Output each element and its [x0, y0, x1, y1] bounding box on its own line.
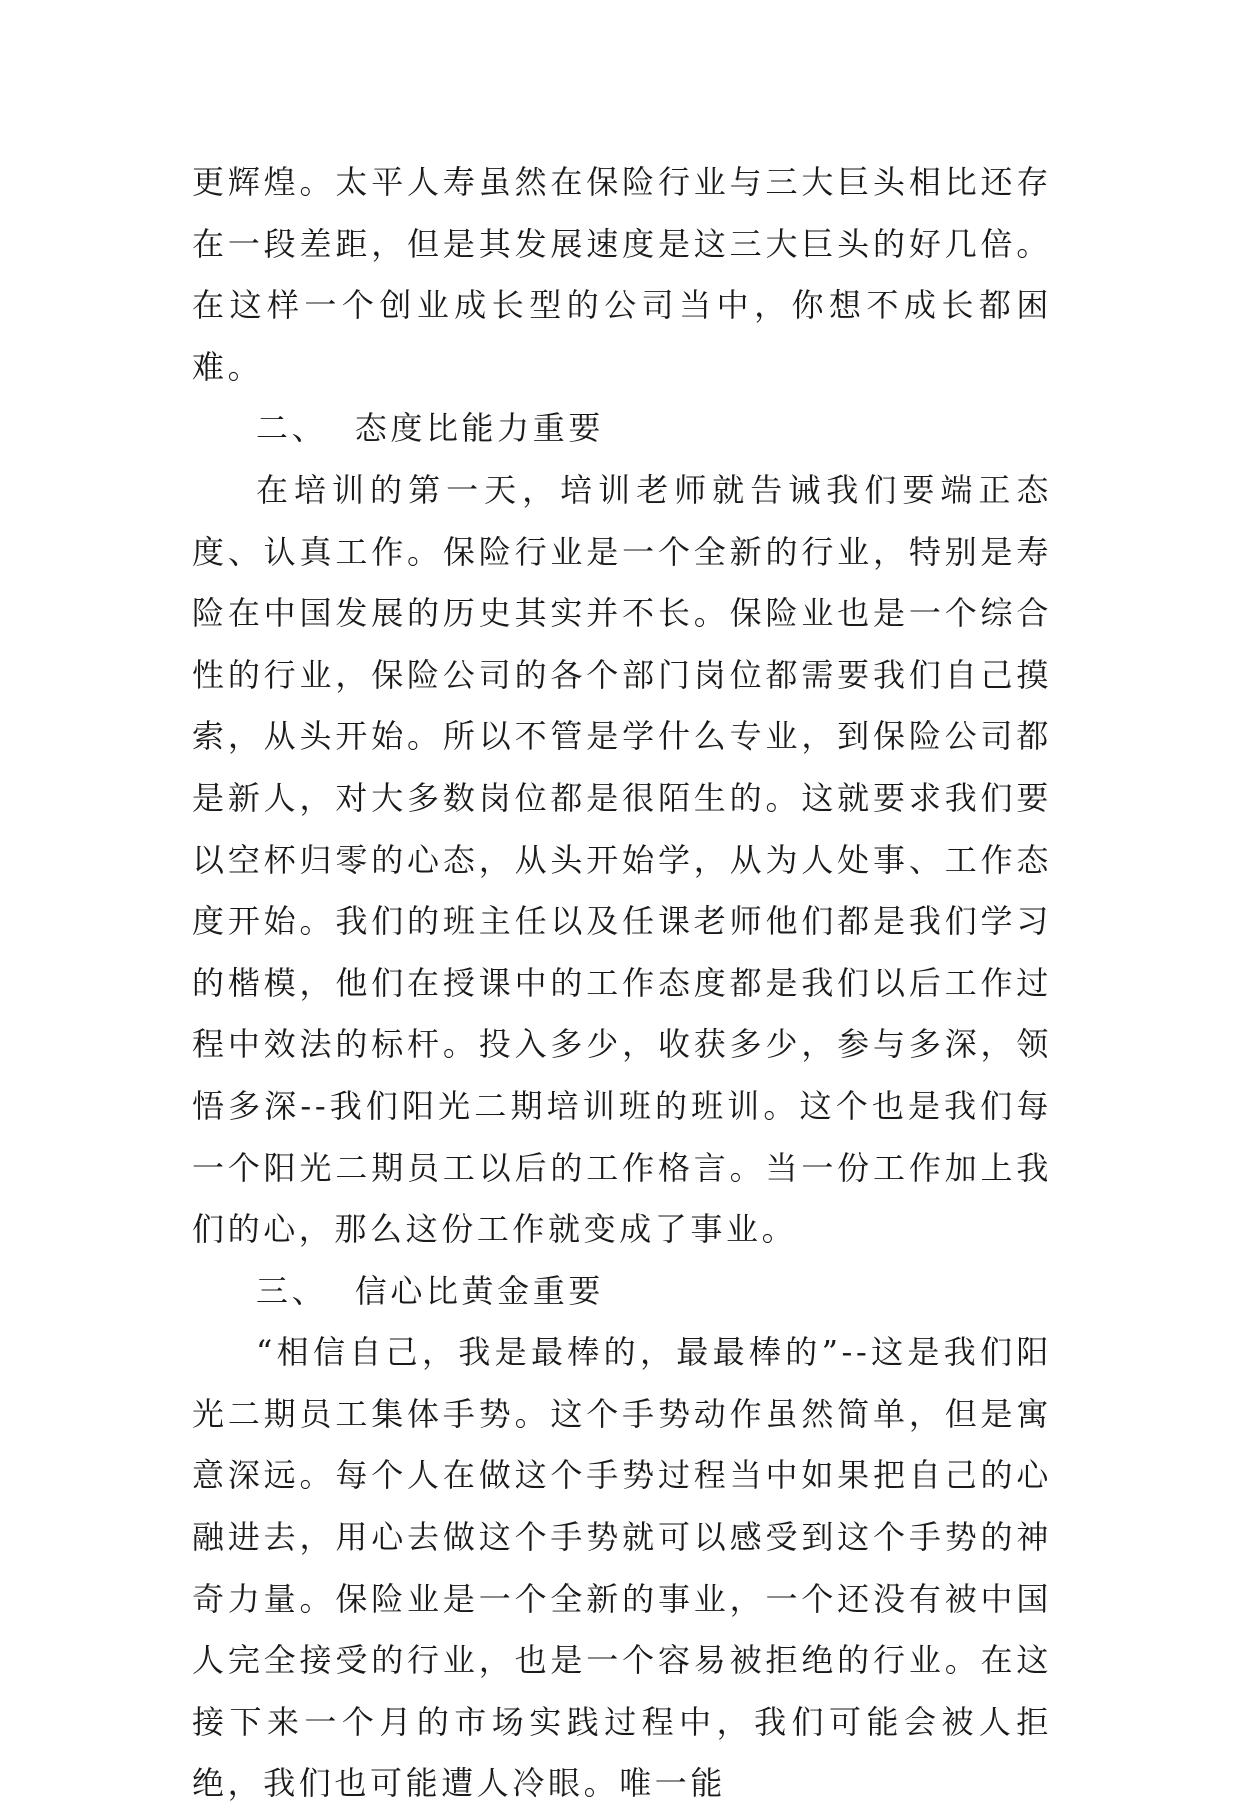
paragraph-confidence: “相信自己，我是最棒的，最最棒的”--这是我们阳光二期员工集体手势。这个手势动作虽然简单，但是寓意深远。每个人在做这个手势过程当中如果把自己的心融进去，用心去做这个手势就可以感受到这个手势的神奇力量。保险业是一个全新的事业，一个还没有被中国人完全接受的行业，也是一个容易被拒绝的行业。在这接下来一个月的市场实践过程中，我们可能会被人拒绝，我们也可能遭人冷眼。唯一能: [192, 1333, 1052, 1803]
paragraph-attitude: 在培训的第一天，培训老师就告诫我们要端正态度、认真工作。保险行业是一个全新的行业，特别是寿险在中国发展的历史其实并不长。保险业也是一个综合性的行业，保险公司的各个部门岗位都需要我们自己摸索，从头开始。所以不管是学什么专业，到保险公司都是新人，对大多数岗位都是很陌生的。这就要求我们要以空杯归零的心态，从头开始学，从为人处事、工作态度开始。我们的班主任以及任课老师他们都是我们学习的楷模，他们在授课中的工作态度都是我们以后工作过程中效法的标杆。投入多少，收获多少，参与多深，领悟多深--我们阳光二期培训班的班训。这个也是我们每一个阳光二期员工以后的工作格言。当一份工作加上我们的心，那么这份工作就变成了事业。: [192, 470, 1052, 1249]
document-body: [192, 152, 1052, 1815]
paragraph-continuation: 更辉煌。太平人寿虽然在保险行业与三大巨头相比还存在一段差距，但是其发展速度是这三大巨头的好几倍。在这样一个创业成长型的公司当中，你想不成长都困难。: [192, 163, 1052, 386]
section-heading-attitude: 二、 态度比能力重要: [256, 409, 604, 448]
section-heading-confidence: 三、 信心比黄金重要: [256, 1271, 604, 1310]
